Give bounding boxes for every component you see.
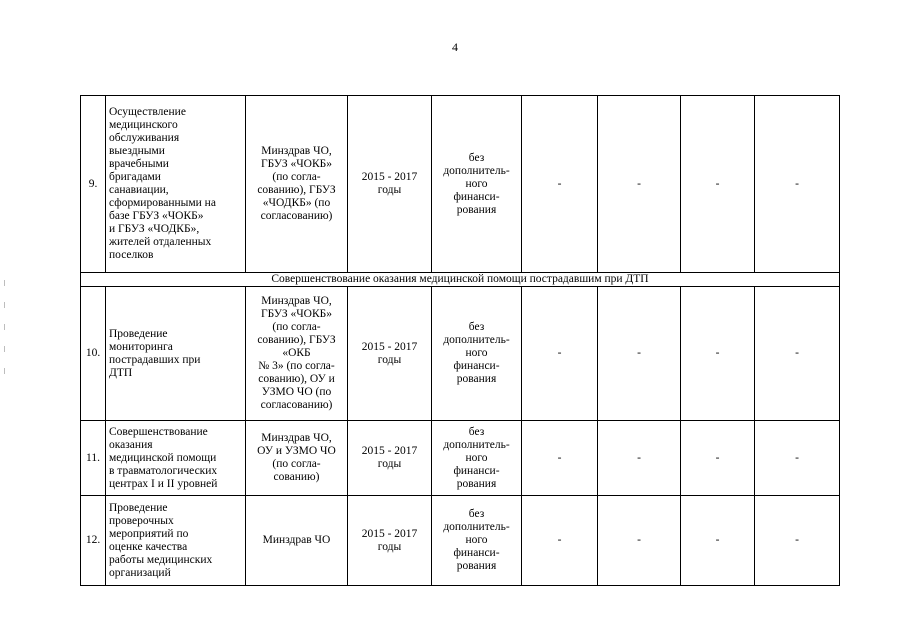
period-text: 2015 - 2017 годы — [361, 527, 418, 553]
value-cell: - — [681, 287, 755, 421]
table-row — [81, 421, 840, 496]
row-number: 12. — [81, 496, 106, 586]
financing-text: без дополнитель- ного финанси- рования — [443, 321, 510, 385]
period-cell — [348, 96, 432, 273]
value-cell: - — [522, 421, 598, 496]
value-cell: - — [522, 287, 598, 421]
measure-description — [106, 96, 246, 273]
measure-description-text: Совершенствование оказания медицинской помощи в травматологических центрах I и II уровней — [109, 425, 218, 490]
value-cell: - — [755, 496, 840, 586]
value-cell: - — [598, 96, 681, 273]
financing-text: без дополнитель- ного финанси- рования — [443, 508, 510, 572]
row-number: 9. — [81, 96, 106, 273]
period-cell — [348, 287, 432, 421]
financing-text: без дополнитель- ного финанси- рования — [443, 151, 510, 216]
measure-description — [106, 496, 246, 586]
executor-cell — [246, 496, 348, 586]
section-header-row — [81, 273, 840, 287]
financing-text: без дополнитель- ного финанси- рования — [443, 425, 510, 490]
measure-description — [106, 421, 246, 496]
executor-cell — [246, 287, 348, 421]
value-cell: - — [522, 96, 598, 273]
financing-cell — [432, 287, 522, 421]
value-cell: - — [755, 96, 840, 273]
period-text: 2015 - 2017 годы — [361, 445, 418, 470]
period-text: 2015 - 2017 годы — [361, 340, 418, 366]
value-cell: - — [598, 287, 681, 421]
table-row — [81, 496, 840, 586]
row-number: 10. — [81, 287, 106, 421]
measure-description-text: Проведение проверочных мероприятий по оценке качества работы медицинских организаций — [109, 501, 213, 579]
financing-cell — [432, 496, 522, 586]
period-cell — [348, 496, 432, 586]
scan-artifact-marks — [0, 280, 12, 390]
row-number: 11. — [81, 421, 106, 496]
period-cell — [348, 421, 432, 496]
value-cell: - — [681, 421, 755, 496]
financing-cell — [432, 96, 522, 273]
measure-description-text: Осуществление медицинского обслуживания выездными врачебными бригадами санавиации, сформированными на базе ГБУЗ «ЧОКБ» и ГБУЗ «ЧОДКБ», жителей отдаленных поселков — [109, 106, 216, 261]
executor-text: Минздрав ЧО, ГБУЗ «ЧОКБ» (по согла- сованию), ГБУЗ «ОКБ № 3» (по согла- сованию), ОУ и УЗМО ЧО (по согласованию) — [257, 295, 336, 411]
measure-description — [106, 287, 246, 421]
value-cell: - — [755, 287, 840, 421]
executor-text: Минздрав ЧО, ГБУЗ «ЧОКБ» (по согла- сованию), ГБУЗ «ЧОДКБ» (по согласованию) — [257, 145, 336, 222]
financing-cell — [432, 421, 522, 496]
value-cell: - — [755, 421, 840, 496]
value-cell: - — [598, 496, 681, 586]
executor-text: Минздрав ЧО — [262, 534, 331, 546]
page-number: 4 — [452, 40, 458, 54]
value-cell: - — [522, 496, 598, 586]
value-cell: - — [681, 96, 755, 273]
measures-table — [80, 95, 840, 586]
measure-description-text: Проведение мониторинга пострадавших при ДТП — [109, 327, 201, 379]
value-cell: - — [598, 421, 681, 496]
table-row — [81, 287, 840, 421]
value-cell: - — [681, 496, 755, 586]
executor-cell — [246, 96, 348, 273]
executor-text: Минздрав ЧО, ОУ и УЗМО ЧО (по согла- сованию) — [257, 432, 336, 483]
section-title: Совершенствование оказания медицинской помощи пострадавшим при ДТП — [81, 273, 840, 287]
period-text: 2015 - 2017 годы — [361, 171, 418, 196]
executor-cell — [246, 421, 348, 496]
table-row — [81, 96, 840, 273]
